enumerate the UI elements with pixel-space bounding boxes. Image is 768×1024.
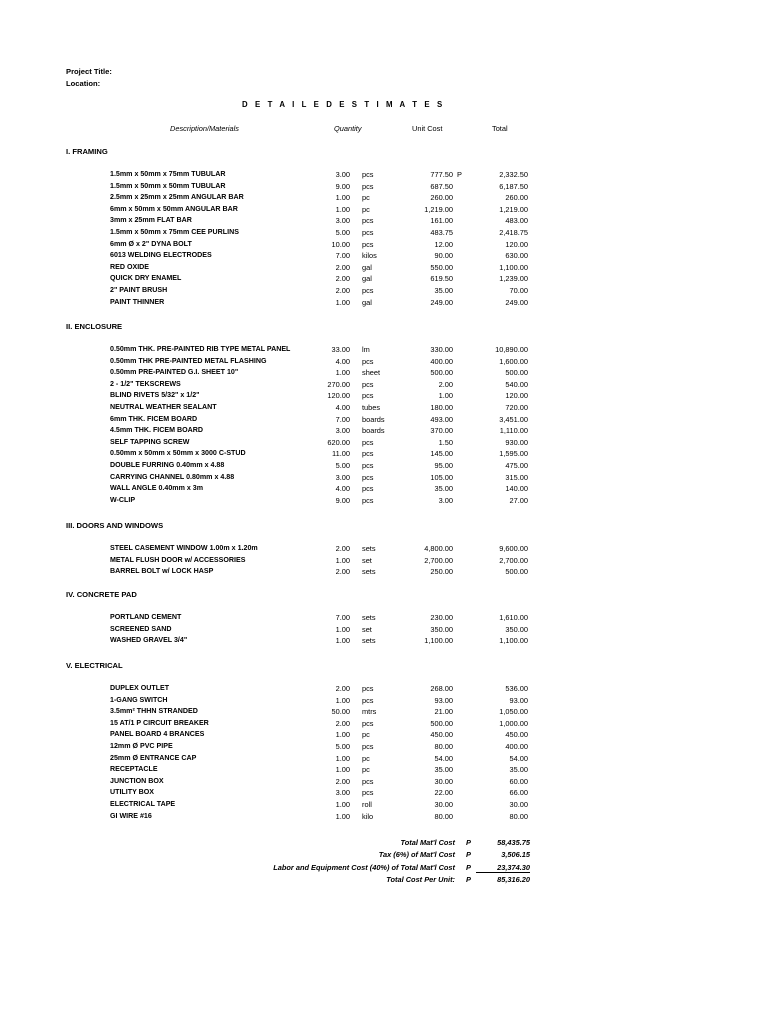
item-total: 475.00 [505,461,528,470]
item-quantity: 3.00 [335,788,350,798]
item-unit: tubes [362,403,381,412]
item-unit: gal [362,274,372,284]
section-title: V. ELECTRICAL [66,661,123,670]
item-unit: pcs [362,718,374,728]
item-description: 2 - 1/2" TEKSCREWS [110,379,181,388]
item-total: 54.00 [509,753,528,763]
item-unit-cost: 260.00 [430,193,453,203]
item-unit-cost: 1,219.00 [424,204,453,214]
summary-currency-symbol: P [466,850,471,859]
item-unit-cost: 80.00 [434,811,453,821]
item-unit: pc [362,753,370,763]
column-header-quantity: Quantity [334,124,362,133]
item-total: 1,050.00 [499,707,528,717]
summary-value: 85,316.20 [497,875,530,884]
item-total: 70.00 [509,286,528,295]
item-total: 500.00 [505,368,528,378]
item-description: BARREL BOLT w/ LOCK HASP [110,567,214,576]
item-unit-cost: 350.00 [430,624,453,634]
item-total: 35.00 [509,765,528,775]
item-unit: pcs [362,695,374,705]
item-description: 1.5mm x 50mm x 75mm CEE PURLINS [110,228,239,236]
item-quantity: 3.00 [335,426,350,436]
item-description: PAINT THINNER [110,297,165,306]
item-unit-cost: 3.00 [438,495,453,505]
item-total: 9,600.00 [499,544,528,553]
item-quantity: 1.00 [335,636,350,646]
item-quantity: 4.00 [335,484,350,494]
item-quantity: 3.00 [335,472,350,482]
item-unit: sets [362,636,376,646]
item-quantity: 50.00 [331,707,350,717]
item-unit-cost: 330.00 [430,345,453,354]
item-description: METAL FLUSH DOOR w/ ACCESSORIES [110,555,246,564]
summary-value: 23,374.30 [497,863,530,872]
item-unit-cost: 180.00 [430,403,453,412]
item-description: JUNCTION BOX [110,776,164,785]
item-unit: mtrs [362,707,377,717]
item-quantity: 2.00 [335,776,350,786]
item-total: 720.00 [505,403,528,412]
item-quantity: 270.00 [327,379,350,389]
item-unit-cost: 249.00 [430,297,453,307]
item-description: 6mm Ø x 2" DYNA BOLT [110,239,192,248]
item-total: 27.00 [509,495,528,505]
item-quantity: 2.00 [335,567,350,577]
column-header-unit-cost: Unit Cost [412,124,443,133]
item-quantity: 3.00 [335,216,350,226]
item-total: 2,332.50 [499,170,528,179]
item-unit-cost: 400.00 [430,356,453,366]
item-quantity: 5.00 [335,461,350,470]
item-total: 500.00 [505,567,528,577]
item-unit-cost: 35.00 [434,765,453,775]
item-unit: roll [362,800,372,809]
item-description: 0.50mm x 50mm x 50mm x 3000 C-STUD [110,449,246,458]
item-total: 6,187.50 [499,181,528,191]
item-unit: pcs [362,391,374,401]
item-unit: pc [362,193,370,203]
item-total: 930.00 [505,437,528,447]
item-total: 60.00 [509,776,528,786]
item-description: 6013 WELDING ELECTRODES [110,251,212,260]
item-quantity: 4.00 [335,356,350,366]
item-description: 1.5mm x 50mm x 50mm TUBULAR [110,181,226,190]
item-unit-cost: 35.00 [434,286,453,295]
item-unit: kilos [362,251,377,261]
item-unit-cost: 4,800.00 [424,544,453,553]
column-header-description: Description/Materials [170,124,240,133]
item-total: 3,451.00 [499,414,528,424]
item-total: 540.00 [505,379,528,389]
item-unit-cost: 777.50 [430,170,453,179]
item-unit-cost: 54.00 [434,753,453,763]
item-unit-cost: 12.00 [434,239,453,249]
item-quantity: 5.00 [335,742,350,751]
item-unit: boards [362,414,385,424]
item-total: 120.00 [505,391,528,401]
item-quantity: 1.00 [335,297,350,307]
item-quantity: 2.00 [335,262,350,272]
item-unit-cost: 450.00 [430,730,453,740]
item-description: 2" PAINT BRUSH [110,286,168,294]
item-quantity: 1.00 [335,753,350,763]
item-description: QUICK DRY ENAMEL [110,274,182,283]
labor-cost-underline [476,872,530,873]
item-total: 1,100.00 [499,636,528,646]
item-unit-cost: 105.00 [430,472,453,482]
item-description: NEUTRAL WEATHER SEALANT [110,403,217,411]
item-unit-cost: 230.00 [430,613,453,622]
summary-currency-symbol: P [466,875,471,884]
item-unit-cost: 93.00 [434,695,453,705]
item-total: 400.00 [505,742,528,751]
item-unit: set [362,555,372,565]
item-unit: pcs [362,472,374,482]
item-quantity: 1.00 [335,765,350,775]
item-unit-cost: 550.00 [430,262,453,272]
item-total: 350.00 [505,624,528,634]
item-unit-cost: 250.00 [430,567,453,577]
item-unit: pcs [362,449,374,459]
item-quantity: 2.00 [335,544,350,553]
item-total: 120.00 [505,239,528,249]
column-header-total: Total [492,124,508,133]
item-description: CARRYING CHANNEL 0.80mm x 4.88 [110,472,235,481]
item-total: 249.00 [505,297,528,307]
item-unit: gal [362,262,372,272]
item-description: 4.5mm THK. FICEM BOARD [110,426,204,435]
item-unit: pcs [362,788,374,798]
item-description: ELECTRICAL TAPE [110,800,176,808]
item-description: WALL ANGLE 0.40mm x 3m [110,484,204,493]
item-unit: boards [362,426,385,436]
item-description: RECEPTACLE [110,765,158,774]
item-unit: pcs [362,228,374,237]
item-quantity: 9.00 [335,495,350,505]
item-description: 3mm x 25mm FLAT BAR [110,216,192,225]
item-unit: set [362,624,372,634]
item-unit: pcs [362,495,374,505]
item-description: DOUBLE FURRING 0.40mm x 4.88 [110,461,225,469]
item-quantity: 1.00 [335,193,350,203]
item-quantity: 3.00 [335,170,350,179]
item-description: GI WIRE #16 [110,811,152,820]
item-quantity: 33.00 [331,345,350,354]
item-unit-cost: 30.00 [434,800,453,809]
item-unit: sheet [362,368,381,378]
item-quantity: 1.00 [335,204,350,214]
summary-value: 58,435.75 [497,838,530,847]
item-total: 1,610.00 [499,613,528,622]
item-unit-cost: 90.00 [434,251,453,261]
item-quantity: 2.00 [335,274,350,284]
item-description: 15 AT/1 P CIRCUIT BREAKER [110,718,209,727]
item-total: 80.00 [509,811,528,821]
item-quantity: 7.00 [335,251,350,261]
item-quantity: 7.00 [335,414,350,424]
item-unit: pcs [362,776,374,786]
project-title-label: Project Title: [66,67,112,76]
item-unit: sets [362,613,376,622]
item-total: 450.00 [505,730,528,740]
item-quantity: 2.00 [335,718,350,728]
summary-label: Labor and Equipment Cost (40%) of Total Mat'l Cost [273,863,455,872]
item-currency-symbol: P [457,170,462,179]
section-title: I. FRAMING [66,147,108,156]
item-total: 10,890.00 [495,345,528,354]
item-total: 140.00 [505,484,528,494]
item-description: 3.5mm² THHN STRANDED [110,707,198,716]
item-unit-cost: 1.50 [438,437,453,447]
item-unit-cost: 687.50 [430,181,453,191]
item-quantity: 5.00 [335,228,350,237]
item-unit: pcs [362,379,374,389]
item-unit-cost: 500.00 [430,718,453,728]
item-unit-cost: 493.00 [430,414,453,424]
item-unit: pcs [362,484,374,494]
section-title: II. ENCLOSURE [66,322,123,331]
item-description: 6mm THK. FICEM BOARD [110,414,198,423]
item-total: 630.00 [505,251,528,261]
item-quantity: 1.00 [335,695,350,705]
item-unit-cost: 161.00 [430,216,453,226]
item-unit-cost: 95.00 [434,461,453,470]
item-description: BLIND RIVETS 5/32" x 1/2" [110,391,200,400]
item-unit-cost: 268.00 [430,684,453,693]
item-unit-cost: 370.00 [430,426,453,436]
item-description: UTILITY BOX [110,788,155,797]
item-description: SELF TAPPING SCREW [110,437,190,446]
summary-label: Tax (6%) of Mat'l Cost [378,850,455,859]
item-total: 93.00 [509,695,528,705]
item-unit: lm [362,345,370,354]
item-quantity: 620.00 [327,437,350,447]
item-description: 25mm Ø ENTRANCE CAP [110,753,197,762]
item-unit: kilo [362,811,374,821]
item-total: 1,600.00 [499,356,528,366]
item-unit-cost: 619.50 [430,274,453,284]
item-total: 1,219.00 [499,204,528,214]
item-quantity: 120.00 [327,391,350,401]
section-title: IV. CONCRETE PAD [66,590,137,599]
item-unit: sets [362,544,376,553]
item-total: 1,000.00 [499,718,528,728]
item-description: PORTLAND CEMENT [110,613,182,621]
item-unit-cost: 2.00 [438,379,453,389]
item-quantity: 1.00 [335,555,350,565]
item-unit-cost: 1.00 [438,391,453,401]
item-unit: pcs [362,356,374,366]
item-description: 0.50mm THK PRE-PAINTED METAL FLASHING [110,356,267,365]
document-title: D E T A I L E D E S T I M A T E S [242,100,445,109]
item-unit: pcs [362,181,374,191]
item-unit: pcs [362,286,374,295]
item-total: 1,239.00 [499,274,528,284]
item-total: 1,100.00 [499,262,528,272]
summary-currency-symbol: P [466,838,471,847]
item-unit-cost: 500.00 [430,368,453,378]
item-unit-cost: 145.00 [430,449,453,459]
item-unit: pc [362,730,370,740]
item-description: DUPLEX OUTLET [110,684,170,692]
item-unit: gal [362,297,372,307]
summary-currency-symbol: P [466,863,471,872]
item-total: 315.00 [505,472,528,482]
item-description: 2.5mm x 25mm x 25mm ANGULAR BAR [110,193,244,202]
item-unit-cost: 80.00 [434,742,453,751]
item-description: PANEL BOARD 4 BRANCES [110,730,205,739]
summary-label: Total Mat'l Cost [400,838,455,847]
item-unit-cost: 2,700.00 [424,555,453,565]
summary-value: 3,506.15 [501,850,530,859]
item-unit-cost: 21.00 [434,707,453,717]
item-quantity: 4.00 [335,403,350,412]
item-quantity: 2.00 [335,684,350,693]
item-unit: pcs [362,437,374,447]
item-quantity: 2.00 [335,286,350,295]
item-unit-cost: 1,100.00 [424,636,453,646]
location-label: Location: [66,79,101,88]
item-quantity: 1.00 [335,800,350,809]
item-quantity: 1.00 [335,368,350,378]
item-description: 1.5mm x 50mm x 75mm TUBULAR [110,170,226,178]
item-quantity: 1.00 [335,811,350,821]
item-description: 12mm Ø PVC PIPE [110,742,173,750]
item-unit: pc [362,204,370,214]
item-description: WASHED GRAVEL 3/4" [110,636,188,645]
item-description: 1-GANG SWITCH [110,695,168,704]
item-unit: pcs [362,684,374,693]
item-unit: pcs [362,461,374,470]
item-total: 66.00 [509,788,528,798]
item-unit: pc [362,765,370,775]
item-total: 2,418.75 [499,228,528,237]
item-description: W-CLIP [110,495,136,504]
item-total: 1,110.00 [499,426,528,436]
item-quantity: 10.00 [331,239,350,249]
item-total: 2,700.00 [499,555,528,565]
item-description: SCREENED SAND [110,624,172,633]
item-quantity: 1.00 [335,624,350,634]
item-unit: pcs [362,742,374,751]
item-quantity: 1.00 [335,730,350,740]
item-unit-cost: 22.00 [434,788,453,798]
section-title: III. DOORS AND WINDOWS [66,521,164,530]
item-total: 30.00 [509,800,528,809]
item-description: 6mm x 50mm x 50mm ANGULAR BAR [110,204,238,213]
summary-label: Total Cost Per Unit: [386,875,455,884]
item-total: 1,595.00 [499,449,528,459]
item-description: 0.50mm PRE-PAINTED G.I. SHEET 10" [110,368,239,377]
item-description: RED OXIDE [110,262,150,271]
item-description: 0.50mm THK. PRE-PAINTED RIB TYPE METAL PANEL [110,345,291,353]
item-unit-cost: 30.00 [434,776,453,786]
item-total: 483.00 [505,216,528,226]
item-total: 536.00 [505,684,528,693]
item-quantity: 11.00 [332,449,350,459]
item-unit: pcs [362,216,374,226]
item-quantity: 7.00 [335,613,350,622]
item-total: 260.00 [505,193,528,203]
item-unit: pcs [362,170,374,179]
item-unit-cost: 483.75 [430,228,453,237]
item-description: STEEL CASEMENT WINDOW 1.00m x 1.20m [110,544,258,552]
item-quantity: 9.00 [335,181,350,191]
item-unit-cost: 35.00 [434,484,453,494]
item-unit: sets [362,567,376,577]
item-unit: pcs [362,239,374,249]
